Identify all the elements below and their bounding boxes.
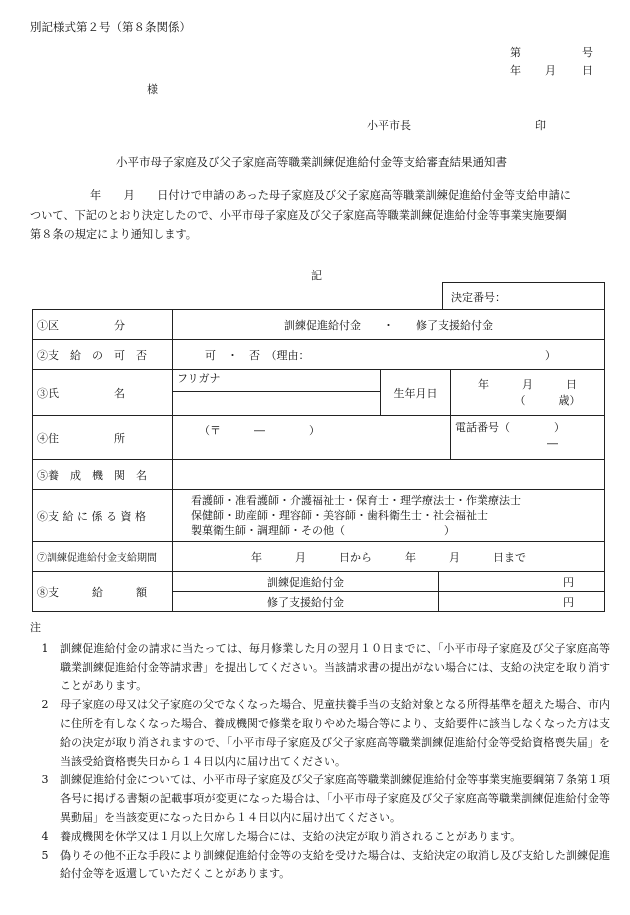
qualification-line: 製菓衛生師・調理師・その他（ ） — [191, 524, 455, 537]
approval-cell — [173, 340, 605, 370]
seal-mark: 印 — [535, 119, 546, 132]
furigana-label: フリガナ — [173, 370, 381, 392]
row-label: ⑦訓練促進給付金支給期間 — [33, 542, 173, 572]
note-text: 偽りその他不正な手段により訓練促進給付金等の支給を受けた場合は、支給決定の取消し及び支給した訓練促進給付金等を返還していただくことがあります。 — [60, 848, 610, 881]
approval-value: 可 ・ 否 （理由： — [205, 348, 310, 362]
table-row — [33, 542, 605, 572]
note-text: 養成機関を休学又は１月以上欠席した場合には、支給の決定が取り消されることがあります。 — [60, 829, 522, 843]
phone-label: 電話番号（ ） — [455, 421, 565, 434]
table-row — [33, 416, 605, 460]
ki-mark: 記 — [311, 269, 322, 282]
body-line: ついて、下記のとおり決定したので、小平市母子家庭及び父子家庭高等職業訓練促進給付金等事業実施要綱 — [30, 208, 567, 222]
note-item — [30, 828, 610, 847]
payment-period: 年 月 日から 年 月 日まで — [173, 542, 605, 572]
qualification-line: 看護師・准看護師・介護福祉士・保育士・理学療法士・作業療法士 — [191, 494, 521, 507]
phone-dash: ― — [547, 437, 558, 450]
date-day: 日 — [582, 64, 593, 77]
row-label: ⑤養 成 機 関 名 — [33, 460, 173, 490]
note-item — [30, 847, 610, 885]
institution-name-field — [173, 460, 605, 490]
row-label: ②支 給 の 可 否 — [33, 340, 173, 370]
note-item — [30, 696, 610, 771]
table-row — [33, 370, 605, 392]
postal-code: （〒 ― ） — [173, 416, 451, 460]
note-number: 2 — [41, 698, 49, 712]
category-value: 訓練促進給付金 ・ 修了支援給付金 — [173, 310, 605, 340]
note-text: 訓練促進給付金については、小平市母子家庭及び父子家庭高等職業訓練促進給付金等事業実施要綱第７条第１項各号に掲げる書類の記載事項が変更になった場合は、「小平市母子家庭及び父子家庭高等職業訓練促進給付金等異動届」を当該変更になった日から１４日以内に届け出てください。 — [60, 773, 610, 824]
amount-unit: 円 — [439, 572, 605, 592]
row-label: ①区 分 — [33, 310, 173, 340]
table-row — [33, 572, 605, 592]
note-number: 4 — [41, 829, 49, 843]
document-title: 小平市母子家庭及び父子家庭高等職業訓練促進給付金等支給審査結果通知書 — [116, 155, 507, 169]
note-item — [30, 640, 610, 696]
age-value: （ 歳） — [514, 393, 581, 407]
note-number: 3 — [41, 773, 49, 787]
date-month: 月 — [545, 64, 556, 77]
name-field — [173, 392, 381, 416]
note-item — [30, 771, 610, 827]
note-text: 訓練促進給付金の請求に当たっては、毎月修業した月の翌月１０日までに、「小平市母子家庭及び父子家庭高等職業訓練促進給付金等請求書」を提出してください。当該請求書の提出がない場合には、支給の決定を取り消すことがあります。 — [60, 641, 610, 693]
amount-label: 訓練促進給付金 — [173, 572, 439, 592]
note-number: 5 — [41, 848, 49, 862]
note-number: 1 — [41, 641, 49, 655]
row-label: ④住 所 — [33, 416, 173, 460]
row-label: ③氏 名 — [33, 370, 173, 416]
decision-number-box — [442, 282, 605, 309]
decision-number-label: 決定番号： — [451, 291, 506, 304]
amount-unit: 円 — [439, 592, 605, 612]
body-line: 年 月 日付けで申請のあった母子家庭及び父子家庭高等職業訓練促進給付金等支給申請に — [90, 189, 571, 202]
number-label-suffix: 号 — [582, 46, 593, 59]
birth-date-value: 年 月 日 — [478, 377, 577, 391]
row-label: ⑧支 給 額 — [33, 572, 173, 612]
amount-label: 修了支援給付金 — [173, 592, 439, 612]
date-year: 年 — [510, 64, 521, 77]
notes-heading: 注 — [30, 621, 41, 634]
birth-date-label: 生年月日 — [381, 370, 451, 416]
body-text — [30, 186, 608, 245]
form-table — [32, 309, 605, 612]
issuer-name: 小平市長 — [367, 119, 411, 132]
approval-close-paren: ） — [545, 348, 556, 362]
addressee-suffix: 様 — [147, 83, 158, 96]
phone-cell — [451, 416, 605, 460]
qualification-line: 保健師・助産師・理容師・美容師・歯科衛生士・社会福祉士 — [191, 509, 488, 522]
row-label: ⑥支 給 に 係 る 資 格 — [33, 490, 173, 542]
table-row — [33, 340, 605, 370]
note-text: 母子家庭の母又は父子家庭の父でなくなった場合、児童扶養手当の支給対象となる所得基準を超えた場合、市内に住所を有しなくなった場合、養成機関で修業を取りやめた場合等により、支給要件に該当しなくなった方は支給の決定が取り消されますので、「小平市母子家庭及び父子家庭高等職業訓練促進給付金等受給資格喪失届」を当該受給資格喪失日から１４日以内に届け出てください。 — [60, 698, 610, 768]
number-label-prefix: 第 — [510, 46, 521, 59]
table-row — [33, 460, 605, 490]
form-number: 別記様式第２号（第８条関係） — [30, 20, 191, 34]
notes-section — [30, 619, 610, 884]
birth-date-cell — [451, 370, 605, 416]
table-row — [33, 310, 605, 340]
table-row — [33, 490, 605, 542]
qualification-cell — [173, 490, 605, 542]
body-line: 第８条の規定により通知します。 — [30, 228, 197, 241]
